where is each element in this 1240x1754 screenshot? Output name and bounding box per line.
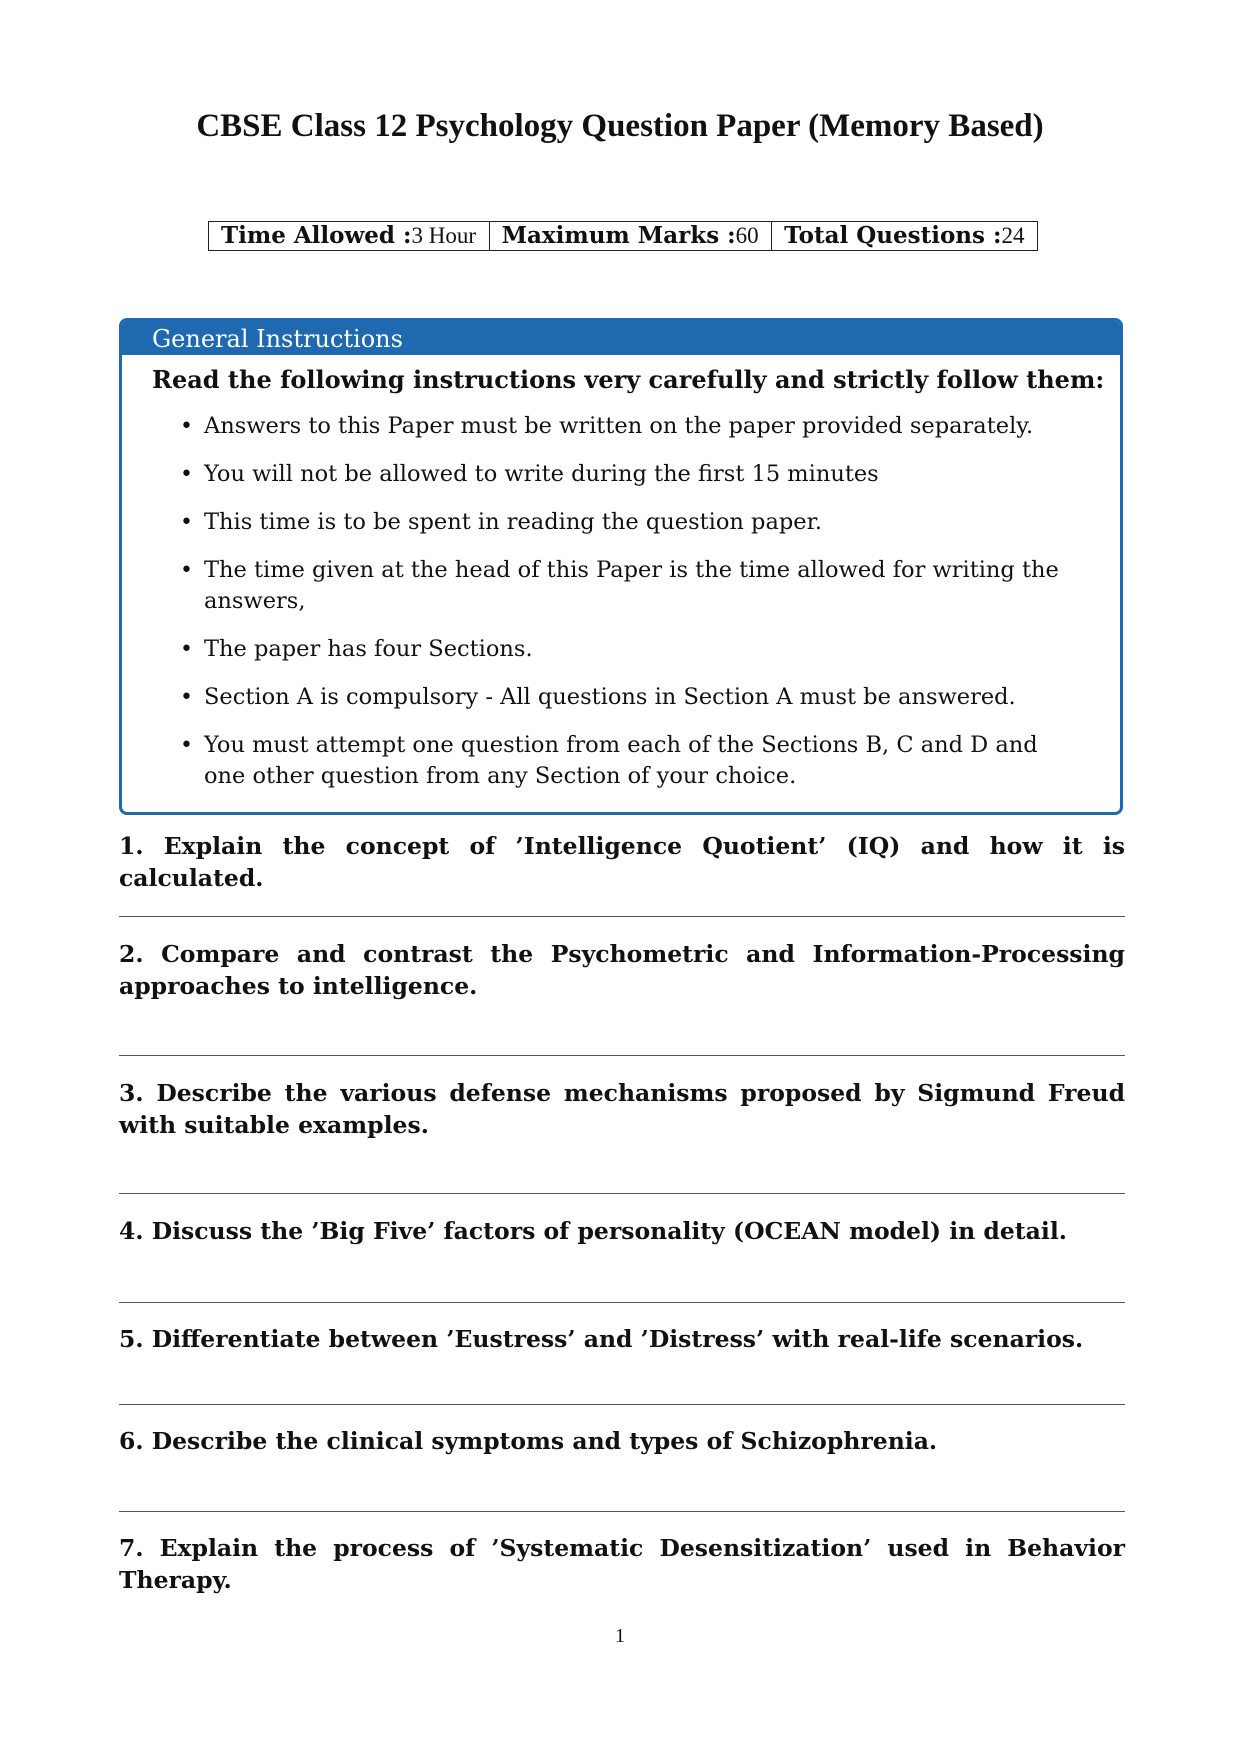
total-questions-value: 24 bbox=[1001, 223, 1025, 248]
instructions-list bbox=[122, 411, 1120, 792]
question-divider bbox=[119, 1511, 1125, 1512]
general-instructions-box bbox=[119, 318, 1123, 815]
instructions-header: General Instructions bbox=[122, 321, 1120, 355]
exam-meta-table bbox=[208, 221, 1038, 251]
question-3: 3. Describe the various defense mechanisms proposed by Sigmund Freud with suitable examples. bbox=[119, 1079, 1125, 1139]
total-questions-cell bbox=[772, 222, 1038, 251]
instruction-item: • You will not be allowed to write during the first 15 minutes bbox=[204, 459, 1084, 490]
maximum-marks-label: Maximum Marks : bbox=[501, 222, 736, 249]
page-number: 1 bbox=[615, 1625, 625, 1647]
question-6: 6. Describe the clinical symptoms and types of Schizophrenia. bbox=[119, 1427, 938, 1455]
instruction-item: • This time is to be spent in reading the question paper. bbox=[204, 507, 1084, 538]
page-title: CBSE Class 12 Psychology Question Paper (Memory Based) bbox=[196, 108, 1044, 144]
question-5: 5. Differentiate between ’Eustress’ and ’Distress’ with real-life scenarios. bbox=[119, 1325, 1084, 1353]
question-7: 7. Explain the process of ’Systematic Desensitization’ used in Behavior Therapy. bbox=[119, 1534, 1125, 1594]
question-divider bbox=[119, 1302, 1125, 1303]
time-allowed-cell bbox=[209, 222, 490, 251]
instruction-item: • Answers to this Paper must be written on the paper provided separately. bbox=[204, 411, 1084, 442]
instructions-intro: Read the following instructions very carefully and strictly follow them: bbox=[152, 365, 1105, 394]
question-divider bbox=[119, 1404, 1125, 1405]
question-2: 2. Compare and contrast the Psychometric and Information-Processing approaches to intelligence. bbox=[119, 940, 1125, 1000]
time-allowed-label: Time Allowed : bbox=[221, 222, 412, 249]
instruction-item: • You must attempt one question from each of the Sections B, C and D and one other question from any Section of your choice. bbox=[204, 730, 1084, 792]
question-1: 1. Explain the concept of ’Intelligence Quotient’ (IQ) and how it is calculated. bbox=[119, 832, 1125, 892]
time-allowed-value: 3 Hour bbox=[411, 223, 477, 248]
maximum-marks-cell bbox=[489, 222, 772, 251]
maximum-marks-value: 60 bbox=[735, 223, 759, 248]
question-divider bbox=[119, 1193, 1125, 1194]
instruction-item: • The paper has four Sections. bbox=[204, 634, 1084, 665]
instruction-item: • The time given at the head of this Paper is the time allowed for writing the answers, bbox=[204, 555, 1084, 617]
instruction-item: • Section A is compulsory - All questions in Section A must be answered. bbox=[204, 682, 1084, 713]
question-divider bbox=[119, 1055, 1125, 1056]
question-4: 4. Discuss the ’Big Five’ factors of personality (OCEAN model) in detail. bbox=[119, 1217, 1067, 1245]
question-divider bbox=[119, 916, 1125, 917]
total-questions-label: Total Questions : bbox=[784, 222, 1002, 249]
